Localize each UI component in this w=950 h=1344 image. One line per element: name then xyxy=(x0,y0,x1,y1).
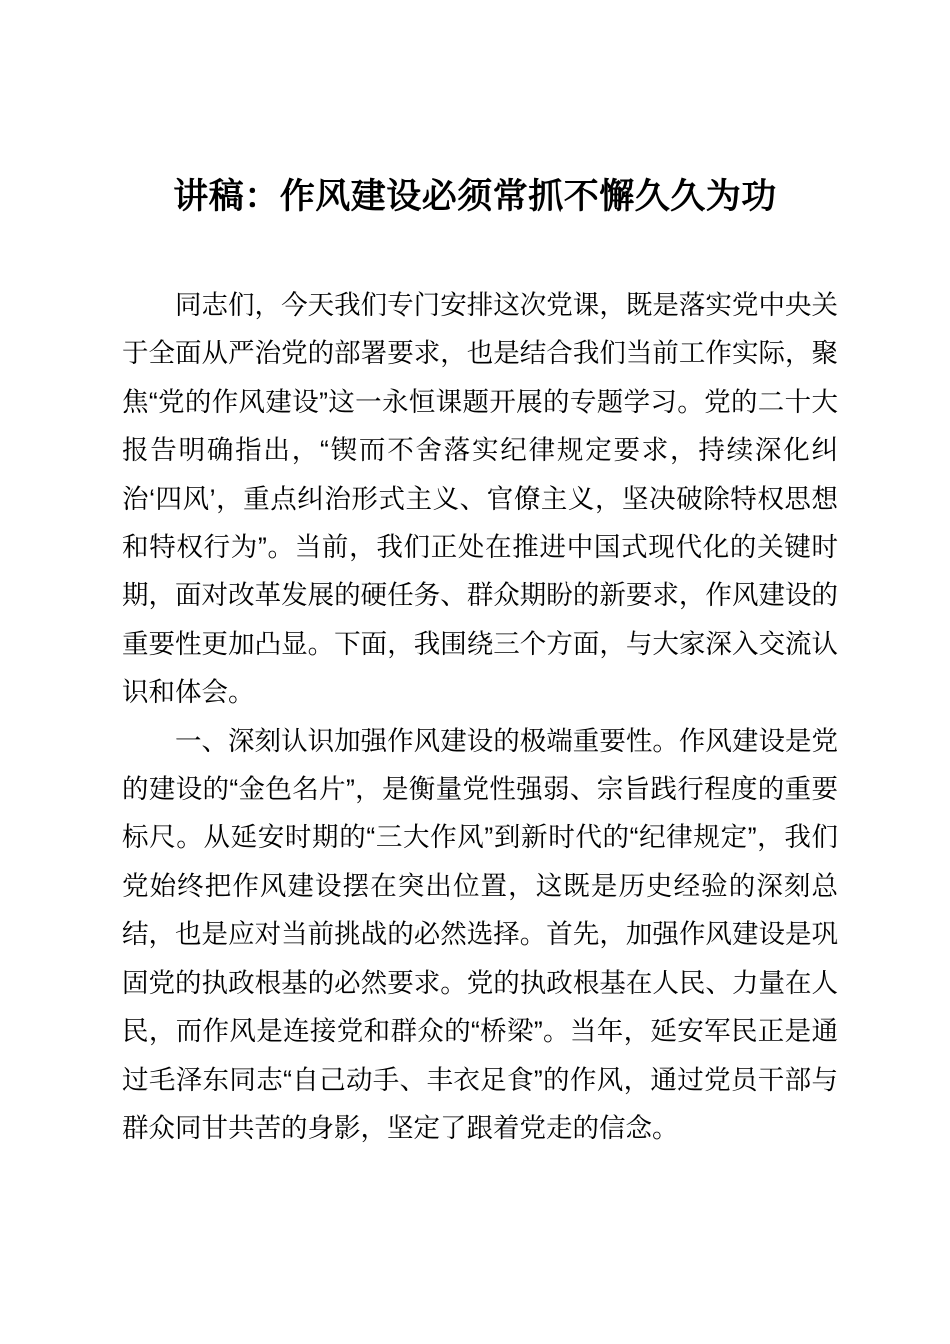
document-body xyxy=(122,281,838,1152)
paragraph-section-one: 一、深刻认识加强作风建设的极端重要性。作风建设是党的建设的“金色名片”，是衡量党性强弱、宗旨践行程度的重要标尺。从延安时期的“三大作风”到新时代的“纪律规定”，我们党始终把作风建设摆在突出位置，这既是历史经验的深刻总结，也是应对当前挑战的必然选择。首先，加强作风建设是巩固党的执政根基的必然要求。党的执政根基在人民、力量在人民，而作风是连接党和群众的“桥梁”。当年，延安军民正是通过毛泽东同志“自己动手、丰衣足食”的作风，通过党员干部与群众同甘共苦的身影，坚定了跟着党走的信念。 xyxy=(122,725,838,1143)
paragraph-intro: 同志们，今天我们专门安排这次党课，既是落实党中央关于全面从严治党的部署要求，也是结合我们当前工作实际，聚焦“党的作风建设”这一永恒课题开展的专题学习。党的二十大报告明确指出，“锲而不舍落实纪律规定要求，持续深化纠治‘四风’，重点纠治形式主义、官僚主义，坚决破除特权思想和特权行为”。当前，我们正处在推进中国式现代化的关键时期，面对改革发展的硬任务、群众期盼的新要求，作风建设的重要性更加凸显。下面，我围绕三个方面，与大家深入交流认识和体会。 xyxy=(122,290,838,708)
document-title: 讲稿：作风建设必须常抓不懈久久为功 xyxy=(173,177,777,216)
